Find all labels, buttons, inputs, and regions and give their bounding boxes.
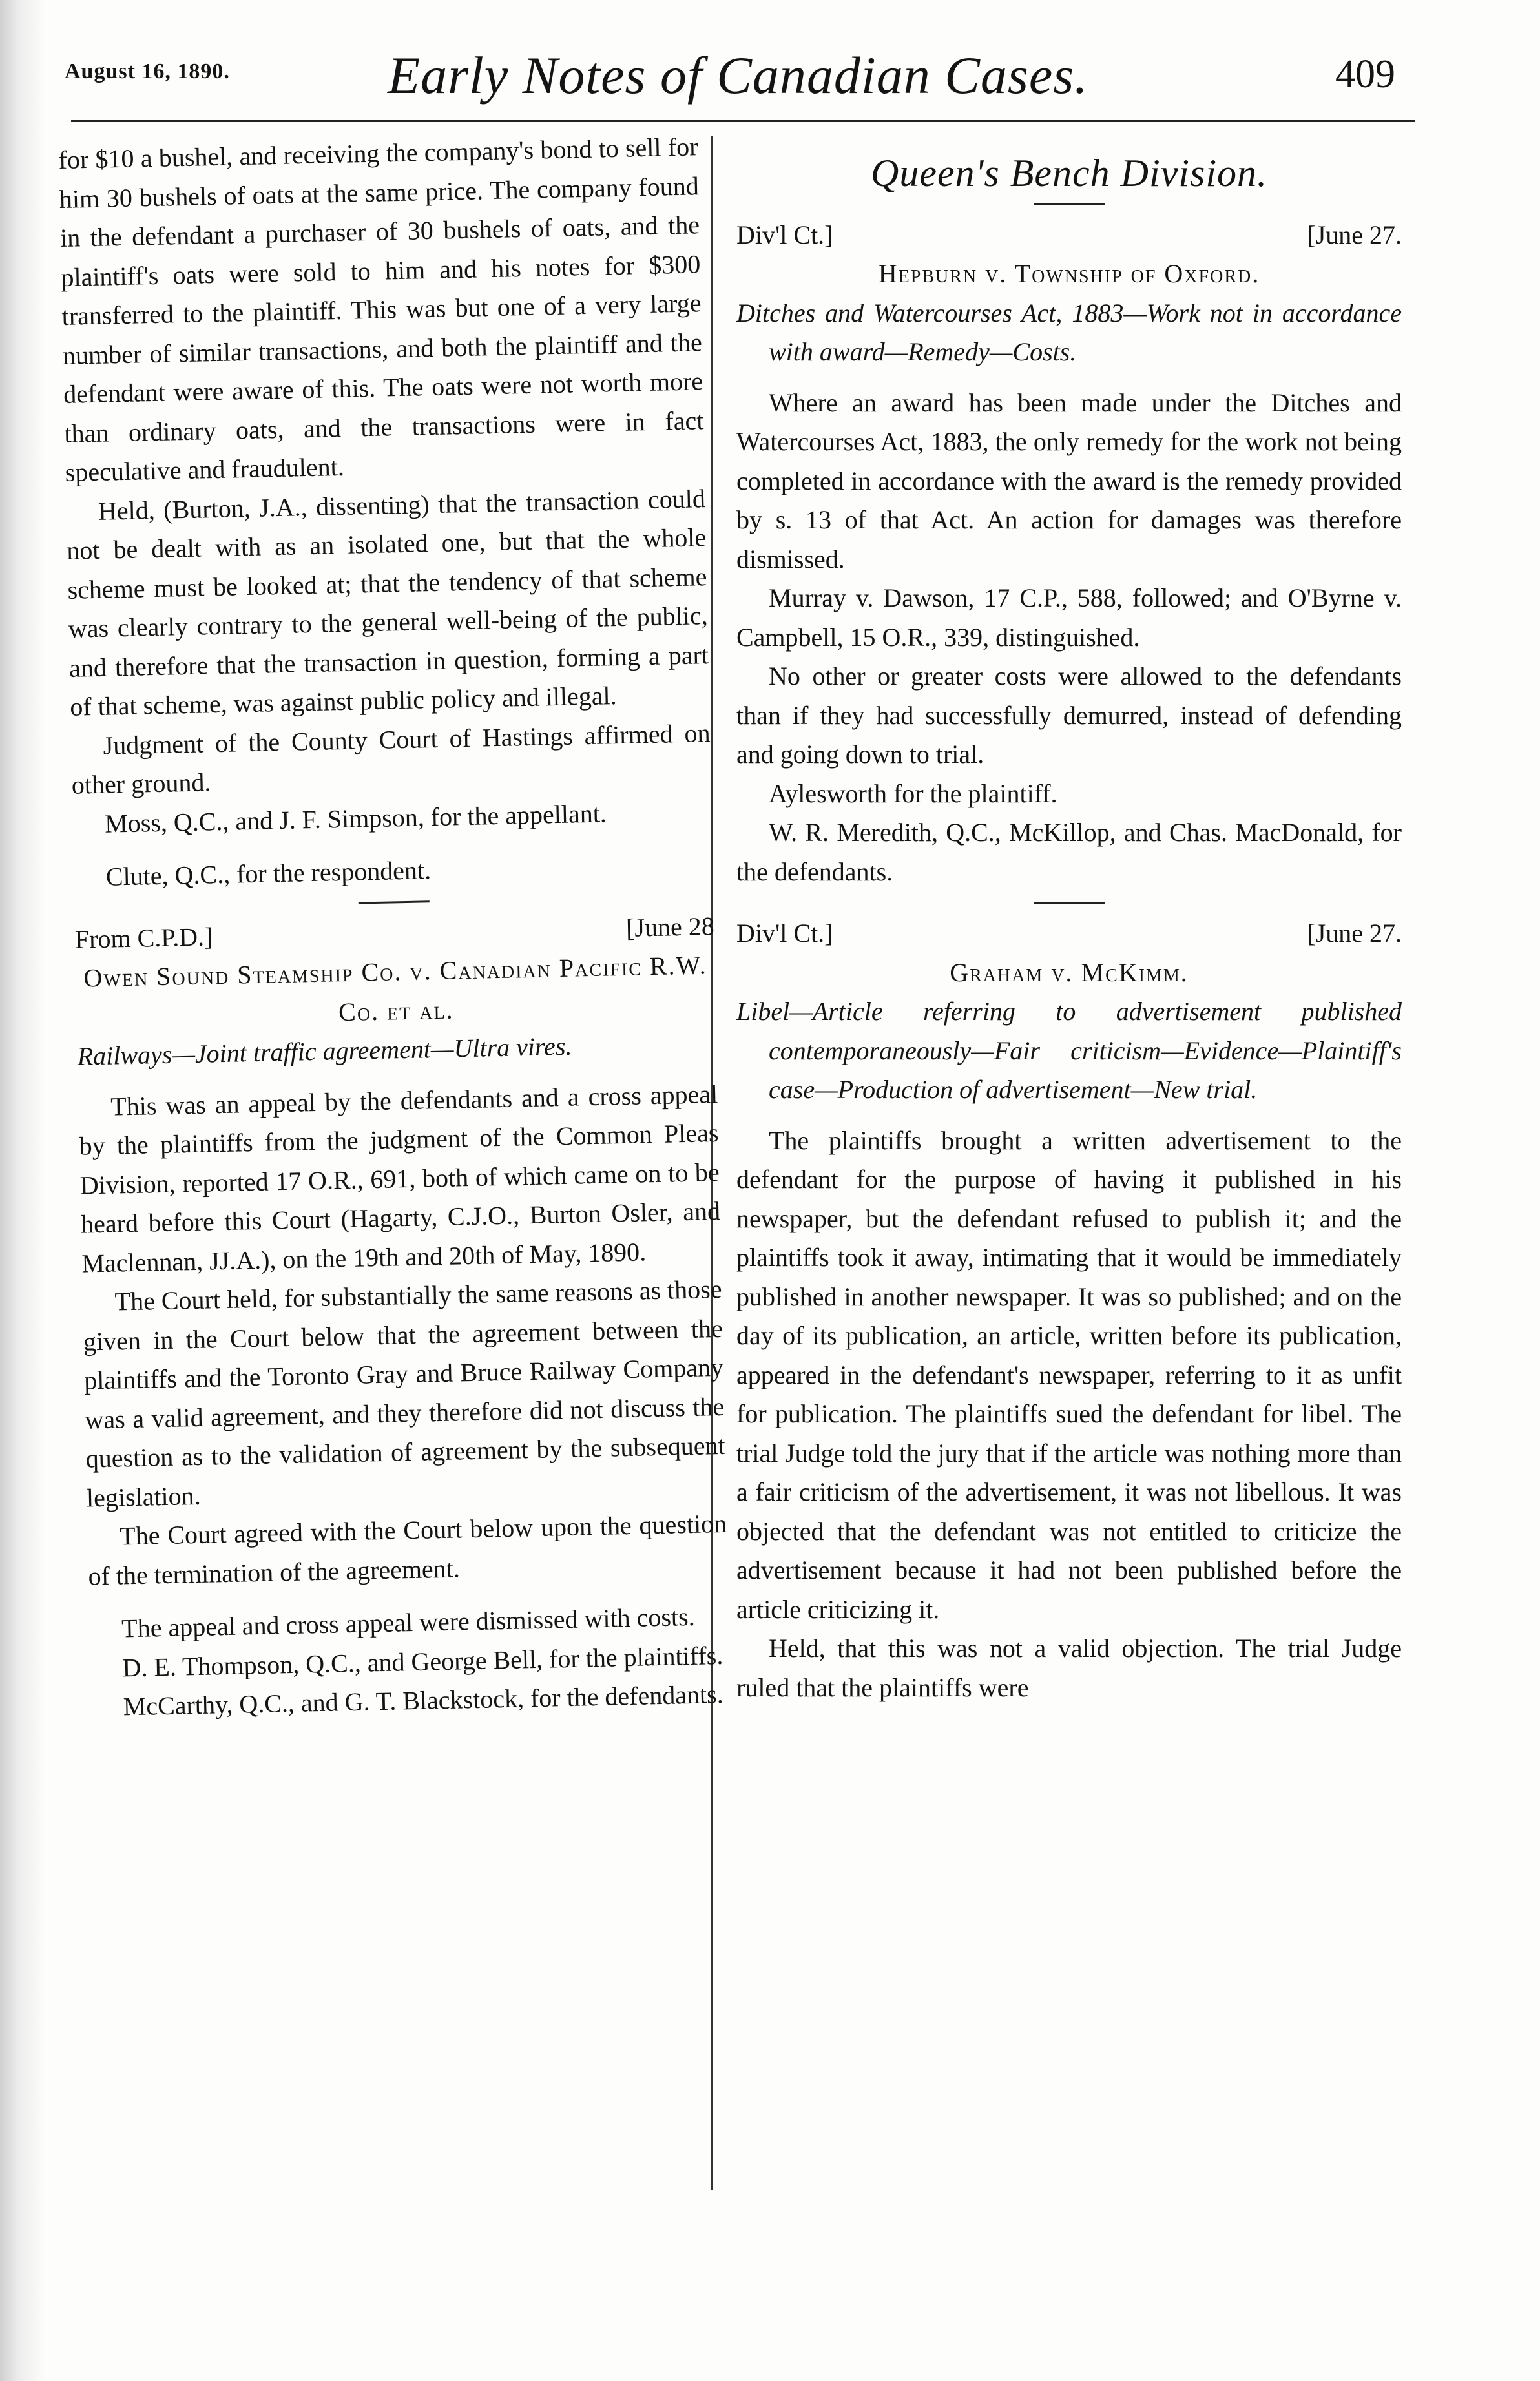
case-headnote: Ditches and Watercourses Act, 1883—Work not in accordance with award—Remedy—Costs. (736, 298, 1402, 366)
body-paragraph: The Court held, for substantially the same reasons as those given in the Court below that the agreement between the plaintiffs and the Toronto Gray and Bruce Railway Company was a valid agreement, and they therefore did not discuss the question as to the validation of agreement by the subsequent legislation. (83, 1274, 725, 1513)
case-court-row (736, 216, 1402, 255)
left-column (58, 127, 731, 1727)
body-paragraph: This was an appeal by the defendants and a cross appeal by the plaintiffs from the judgment of the Common Pleas Division, reported 17 O.R., 691, both of which came on to be heard before this Court (Hagarty, C.J.O., Burton Osler, and Maclennan, JJ.A.), on the 19th and 20th of May, 1890. (79, 1079, 721, 1278)
case-title: Graham v. McKimm. (950, 957, 1189, 987)
citation-paragraph: Murray v. Dawson, 17 C.P., 588, followed; and O'Byrne v. Campbell, 15 O.R., 339, distinguished. (736, 583, 1402, 652)
section-heading: Queen's Bench Division. (870, 152, 1267, 194)
case-headnote: Railways—Joint traffic agreement—Ultra vires. (77, 1031, 572, 1071)
judgment-paragraph: Judgment of the County Court of Hastings affirmed on other ground. (71, 718, 711, 800)
counsel-plaintiff: Aylesworth for the plaintiff. (769, 778, 1057, 808)
court-label: Div'l Ct.] (736, 919, 833, 948)
court-label: Div'l Ct.] (736, 220, 833, 249)
case-headnote: Libel—Article referring to advertisement published contemporaneously—Fair criticism—Evidence—Plaintiff's case—Production of advertisement—New trial. (736, 997, 1402, 1104)
case-date: [June 27. (1307, 220, 1402, 249)
case-title: Owen Sound Steamship Co. v. Canadian Pacific R.W. Co. et al. (83, 950, 708, 1026)
case-date: [June 27. (1307, 919, 1402, 948)
counsel-appellant: Moss, Q.C., and J. F. Simpson, for the appellant. (104, 798, 607, 838)
counsel-respondent: Clute, Q.C., for the respondent. (105, 855, 432, 891)
case-title: Hepburn v. Township of Oxford. (878, 259, 1260, 288)
case-separator-rule (1034, 902, 1105, 904)
running-head (52, 45, 1421, 116)
section-rule (1034, 203, 1105, 205)
body-paragraph: for $10 a bushel, and receiving the company's bond to sell for him 30 bushels of oats at the same price. The company found in the defendant a purchaser of 30 bushels of oats, and the plaintiff's oats were sold to him and his notes for $300 transferred to the plaintiff. This was but one of a very large number of similar transactions, and both the plaintiff and the defendant were aware of this. The oats were not worth more than ordinary oats, and the transactions were in fact speculative and fraudulent. (58, 132, 704, 487)
holding-paragraph: Held, (Burton, J.A., dissenting) that the transaction could not be dealt with as an isolated one, but that the whole scheme must be looked at; that the tendency of that scheme was clearly contrary to the general well-being of the public, and therefore that the transaction in question, forming a part of that scheme, was against public policy and illegal. (66, 483, 709, 722)
holding-paragraph: Held, that this was not a valid objection. The trial Judge ruled that the plaintiffs were (736, 1634, 1402, 1702)
court-label: From C.P.D.] (74, 921, 213, 954)
case-separator-rule (359, 900, 430, 904)
costs-paragraph: No other or greater costs were allowed to the defendants than if they had successfully demurred, instead of defending and going down to trial. (736, 661, 1402, 769)
body-paragraph: Where an award has been made under the Ditches and Watercourses Act, 1883, the only remedy for the work not being completed in accordance with the award is the remedy provided by s. 13 of that Act. An action for damages was therefore dismissed. (736, 388, 1402, 574)
page-number: 409 (1335, 52, 1395, 96)
body-paragraph: The Court agreed with the Court below upon the question of the termination of the agreement. (88, 1508, 727, 1591)
counsel-plaintiffs: D. E. Thompson, Q.C., and George Bell, for the plaintiffs. (122, 1640, 723, 1682)
issue-date: August 16, 1890. (65, 59, 230, 83)
body-paragraph: The appeal and cross appeal were dismissed with costs. (121, 1601, 696, 1643)
right-column (736, 141, 1402, 1707)
case-court-row (736, 914, 1402, 953)
header-rule (71, 120, 1415, 122)
counsel-defendants: W. R. Meredith, Q.C., McKillop, and Chas. MacDonald, for the defendants. (736, 818, 1402, 886)
body-paragraph: The plaintiffs brought a written advertisement to the defendant for the purpose of having it published in his newspaper, but the defendant refused to publish it; and the plaintiffs took it away, intimating that it would be immediately published in another newspaper. It was so published; and on the day of its publication, an article, written before its publication, appeared in the defendant's newspaper, referring to it as unfit for publication. The plaintiffs sued the defendant for libel. The trial Judge told the jury that if the article was nothing more than a fair criticism of the advertisement, it was not libellous. It was objected that the defendant was not entitled to criticize the advertisement because it had not been published before the article criticizing it. (736, 1125, 1402, 1624)
counsel-defendants: McCarthy, Q.C., and G. T. Blackstock, for the defendants. (123, 1679, 724, 1721)
journal-section-title: Early Notes of Canadian Cases. (388, 46, 1088, 105)
case-date: [June 28 (625, 911, 715, 942)
scan-shadow-edge (0, 0, 45, 2381)
